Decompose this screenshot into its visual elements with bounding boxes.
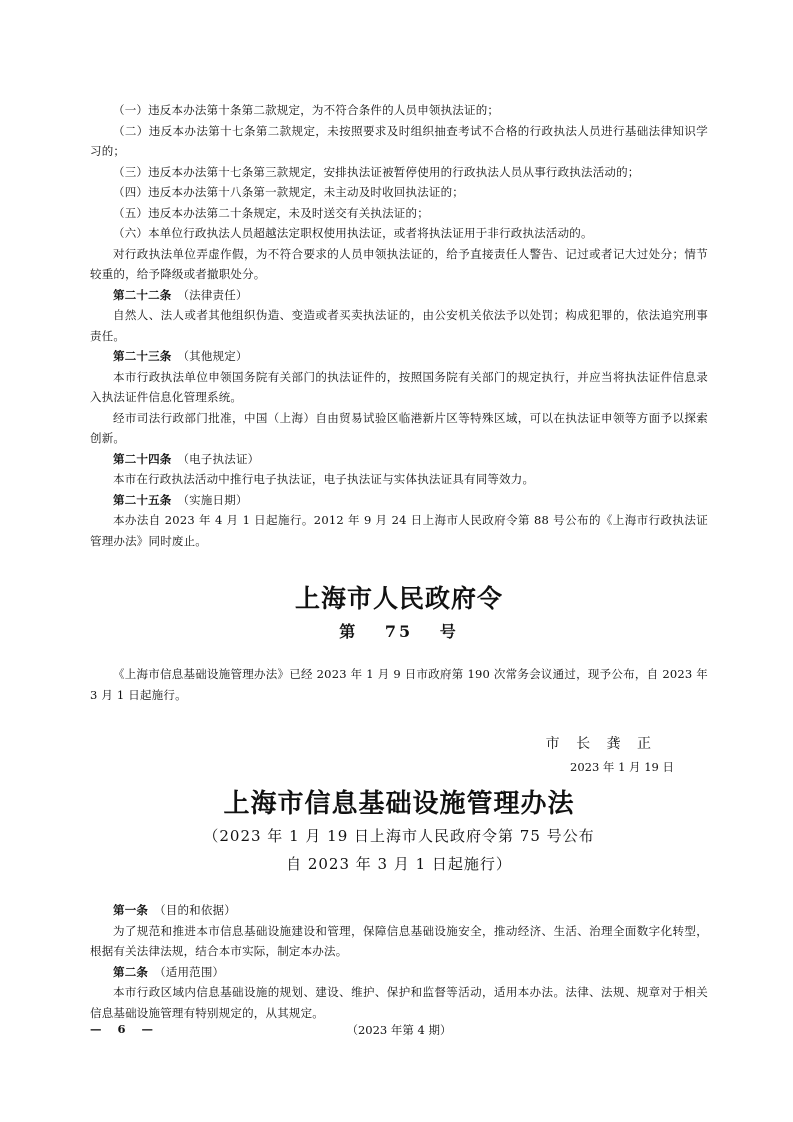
article-title: （目的和依据） [159,903,236,917]
article-title: （其他规定） [183,349,248,363]
article-1-heading [90,900,708,921]
article-title: （实施日期） [183,492,248,507]
decree-signer: 市 长 龚 正 [545,736,652,752]
paragraph-item-5: （五）违反本办法第二十条规定，未及时送交有关执法证的； [113,205,429,220]
article-23-text-2: 经市司法行政部门批准，中国（上海）自由贸易试验区临港新片区等特殊区域，可以在执法证申领等方面予以探索创新。 [90,410,708,445]
article-23-heading [90,346,708,367]
paragraph-item-4: （四）违反本办法第十八条第一款规定，未主动及时收回执法证的； [113,185,464,199]
article-title: （法律责任） [183,287,248,302]
article-22-text: 自然人、法人或者其他组织伪造、变造或者买卖执法证的，由公安机关依法予以处罚；构成犯罪的，依法追究刑事责任。 [90,308,708,343]
page-footer [90,1022,708,1042]
paragraph-item-1: （一）违反本办法第十条第二款规定，为不符合条件的人员申领执法证的； [113,103,500,117]
article-number: 第二十五条 [113,492,172,507]
decree-title: 上海市人民政府令 [294,584,503,613]
issue-label: （2023 年第 4 期） [346,1023,452,1037]
paragraph-item-3: （三）违反本办法第十七条第三款规定，安排执法证被暂停使用的行政执法人员从事行政执法活动的； [113,164,640,179]
regulation-body [90,900,708,1023]
article-number: 第二条 [113,964,149,979]
article-title: （电子执法证） [183,451,260,466]
article-2-heading [90,962,708,983]
article-number: 第二十二条 [113,287,172,302]
regulation-subtitle-2: 自 2023 年 3 月 1 日起施行） [286,855,512,873]
decree-date: 2023 年 1 月 19 日 [570,760,674,774]
page-number: — 6 — [90,1022,160,1036]
article-title: （适用范围） [159,964,225,979]
article-25-text: 本办法自 2023 年 4 月 1 日起施行。2012 年 9 月 24 日上海市人民政府令第 88 号公布的《上海市行政执法证管理办法》同时废止。 [90,513,708,548]
article-number: 第二十四条 [113,451,172,466]
article-2-text: 本市行政区域内信息基础设施的规划、建设、维护、保护和监督等活动，适用本办法。法律、法规、规章对于相关信息基础设施管理有特别规定的，从其规定。 [90,985,708,1020]
decree-text: 《上海市信息基础设施管理办法》已经 2023 年 1 月 9 日市政府第 190 次常务会议通过，现予公布，自 2023 年 3 月 1 日起施行。 [90,667,708,702]
article-number: 第二十三条 [113,349,172,363]
article-25-heading [90,490,708,511]
paragraph-item-6: （六）本单位行政执法人员超越法定职权使用执法证，或者将执法证用于非行政执法活动的。 [113,226,593,240]
document-page [90,100,708,1023]
regulation-subtitle-1: （2023 年 1 月 19 日上海市人民政府令第 75 号公布 [203,827,595,845]
regulation-title: 上海市信息基础设施管理办法 [223,789,575,819]
article-24-heading [90,449,708,470]
article-24-text: 本市在行政执法活动中推行电子执法证，电子执法证与实体执法证具有同等效力。 [113,472,535,486]
decree-number: 第 75 号 [339,622,459,641]
article-22-heading [90,285,708,306]
article-1-text: 为了规范和推进本市信息基础设施建设和管理，保障信息基础设施安全，推动经济、生活、治理全面数字化转型，根据有关法律法规，结合本市实际，制定本办法。 [90,923,708,958]
paragraph-item-2: （二）违反本办法第十七条第二款规定，未按照要求及时组织抽查考试不合格的行政执法人员进行基础法律知识学习的； [90,123,708,158]
article-number: 第一条 [113,903,149,917]
article-23-text-1: 本市行政执法单位申领国务院有关部门的执法证件的，按照国务院有关部门的规定执行，并应当将执法证件信息录入执法证件信息化管理系统。 [90,369,708,404]
paragraph-penalty: 对行政执法单位弄虚作假，为不符合要求的人员申领执法证的，给予直接责任人警告、记过或者记大过处分；情节较重的，给予降级或者撤职处分。 [90,246,708,281]
